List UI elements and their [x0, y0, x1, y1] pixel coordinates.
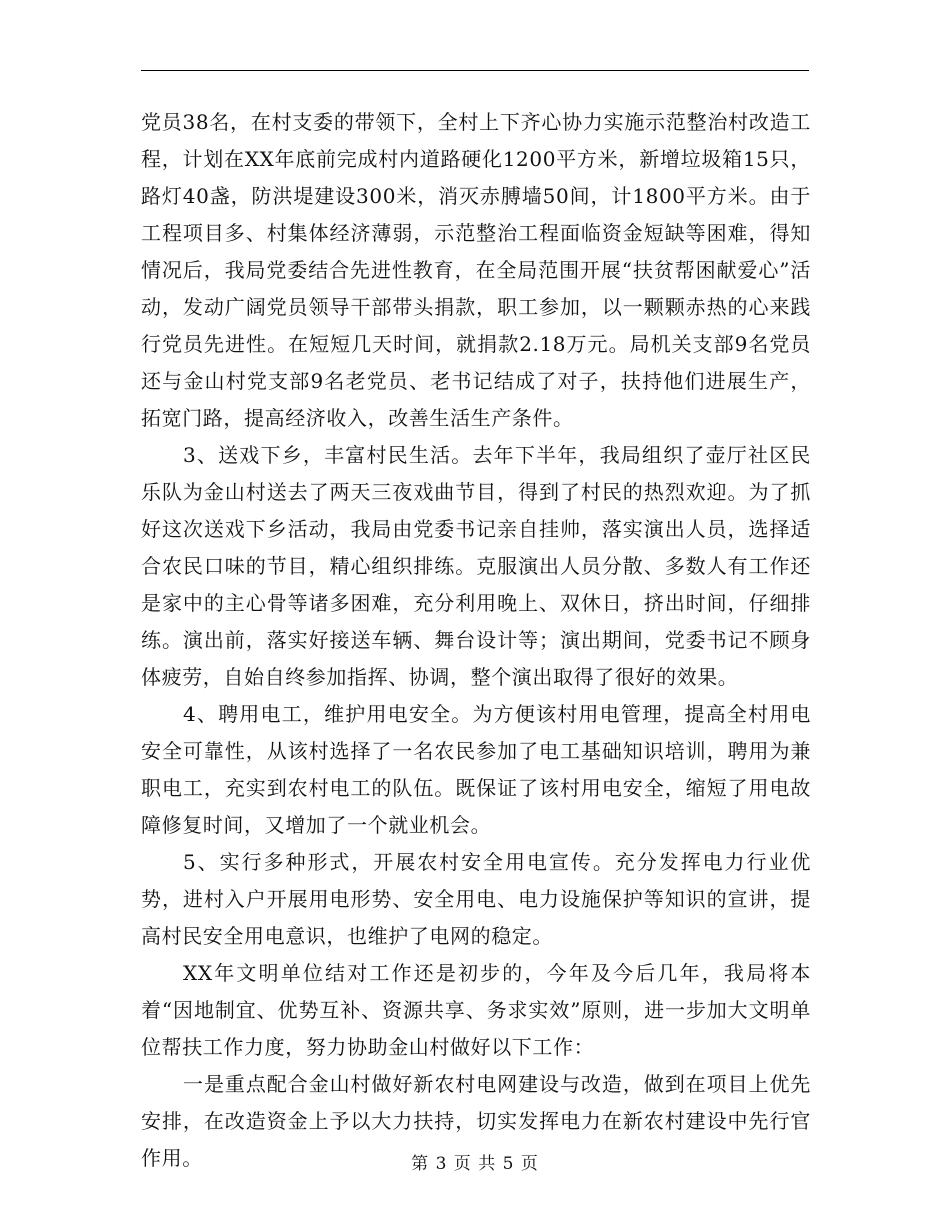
paragraph-item-5: 5、实行多种形式，开展农村安全用电宣传。充分发挥电力行业优势，进村入户开展用电形势、安全用电、电力设施保护等知识的宣讲，提高村民安全用电意识，也维护了电网的稳定。: [141, 850, 811, 948]
page-number-footer: 第 3 页 共 5 页: [411, 1154, 539, 1174]
paragraph-continuation: 党员38名，在村支委的带领下，全村上下齐心协力实施示范整治村改造工程，计划在XX年底前完成村内道路硬化1200平方米，新增垃圾箱15只，路灯40盏，防洪堤建设300米，消灭赤膊墙50间，计1800平方米。由于工程项目多、村集体经济薄弱，示范整治工程面临资金短缺等困难，得知情况后，我局党委结合先进性教育，在全局范围开展“扶贫帮困献爱心”活动，发动广阔党员领导干部带头捐款，职工参加，以一颗颗赤热的心来践行党员先进性。在短短几天时间，就捐款2.18万元。局机关支部9名党员还与金山村党支部9名老党员、老书记结成了对子，扶持他们进展生产，拓宽门路，提高经济收入，改善生活生产条件。: [141, 110, 811, 430]
header-rule: [141, 70, 809, 71]
paragraph-item-4: 4、聘用电工，维护用电安全。为方便该村用电管理，提高全村用电安全可靠性，从该村选择了一名农民参加了电工基础知识培训，聘用为兼职电工，充实到农村电工的队伍。既保证了该村用电安全，缩短了用电故障修复时间，又增加了一个就业机会。: [141, 702, 811, 837]
paragraph-plan-item-1: 一是重点配合金山村做好新农村电网建设与改造，做到在项目上优先安排，在改造资金上予以大力扶持，切实发挥电力在新农村建设中先行官作用。: [141, 1072, 811, 1170]
paragraph-plan-intro: XX年文明单位结对工作还是初步的，今年及今后几年，我局将本着“因地制宜、优势互补、资源共享、务求实效”原则，进一步加大文明单位帮扶工作力度，努力协助金山村做好以下工作：: [141, 961, 811, 1059]
paragraph-item-3: 3、送戏下乡，丰富村民生活。去年下半年，我局组织了壶厅社区民乐队为金山村送去了两天三夜戏曲节目，得到了村民的热烈欢迎。为了抓好这次送戏下乡活动，我局由党委书记亲自挂帅，落实演出人员，选择适合农民口味的节目，精心组织排练。克服演出人员分散、多数人有工作还是家中的主心骨等诸多困难，充分利用晚上、双休日，挤出时间，仔细排练。演出前，落实好接送车辆、舞台设计等；演出期间，党委书记不顾身体疲劳，自始自终参加指挥、协调，整个演出取得了很好的效果。: [141, 443, 811, 689]
document-body: [141, 104, 811, 1177]
